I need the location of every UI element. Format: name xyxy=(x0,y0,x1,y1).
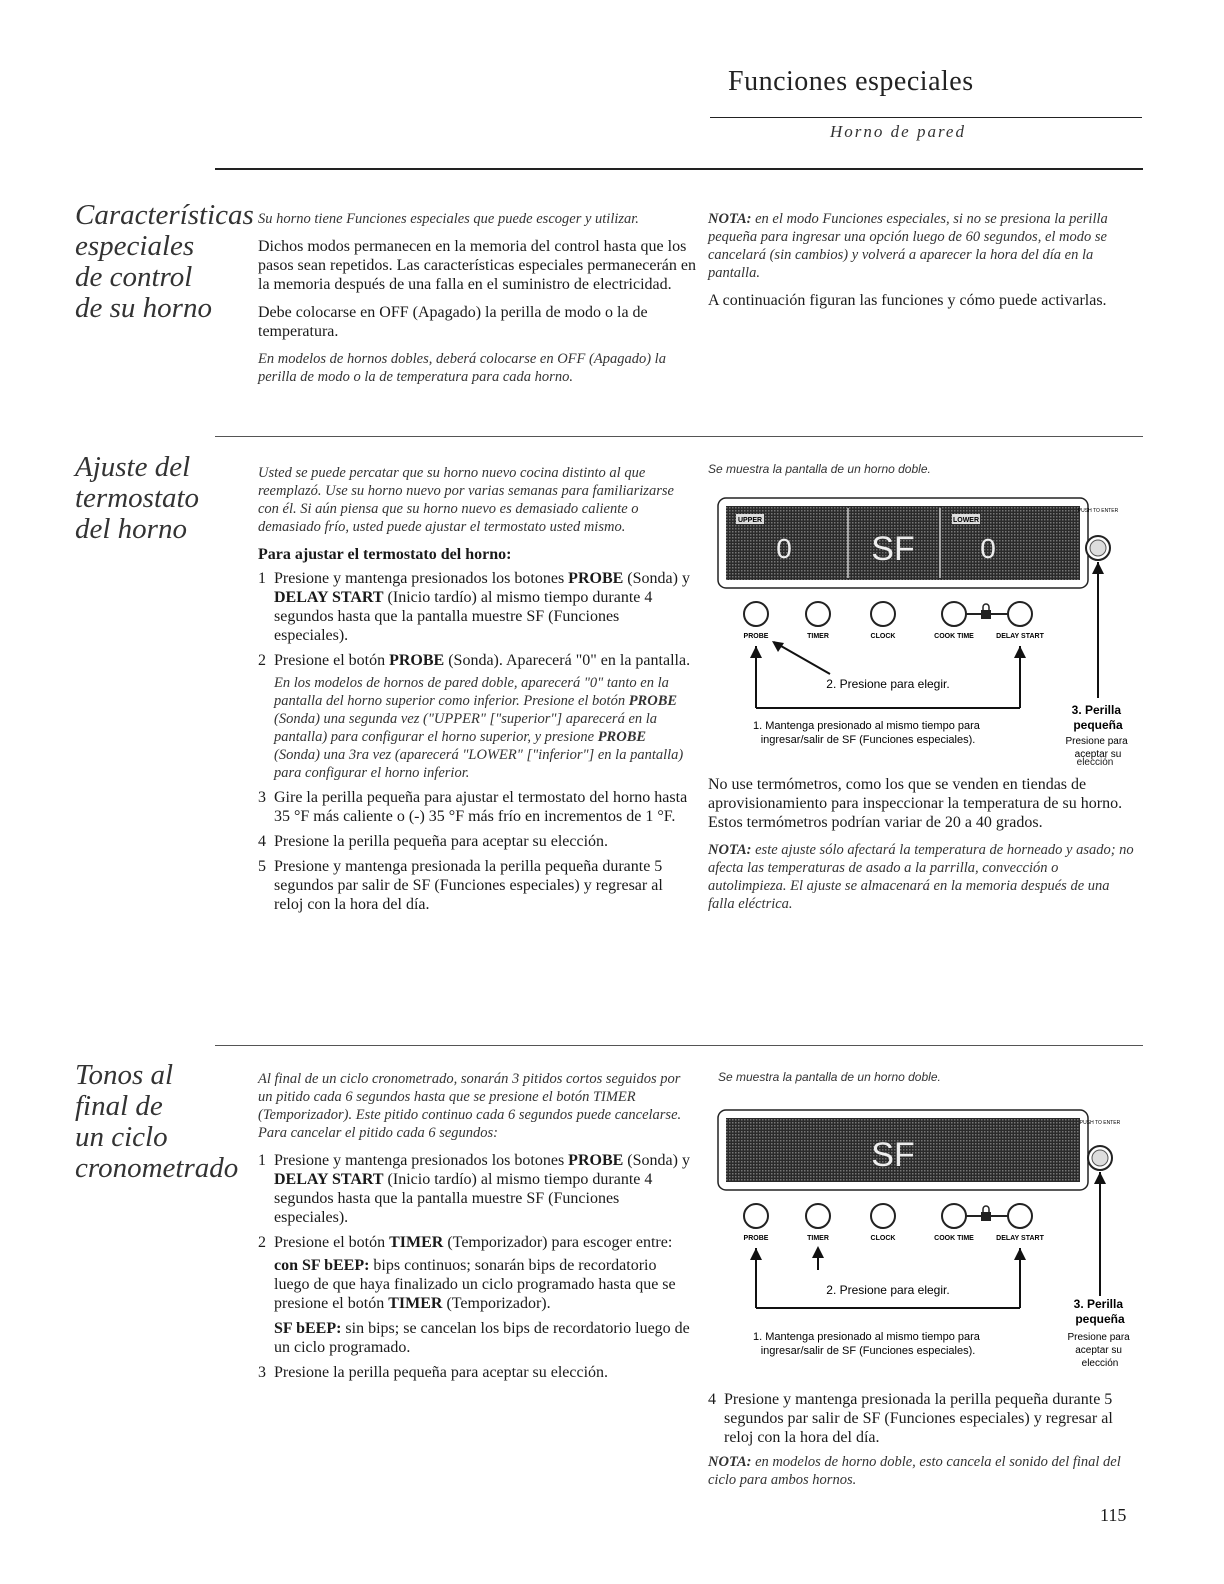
callout-2: 2. Presione para elegir. xyxy=(826,1283,950,1297)
callout-3-title: 3. Perilla pequeña xyxy=(1071,703,1123,732)
step-bold: PROBE xyxy=(389,652,445,669)
option-sf-beep xyxy=(274,1319,693,1357)
clock-label: CLOCK xyxy=(870,1235,896,1242)
paragraph: No use termómetros, como los que se venden en tiendas de aprovisionamiento para inspeccionar la temperatura de su horno. Estos termómetros podrían variar de 20 a 40 grados. xyxy=(708,776,1123,831)
delay-start-button[interactable] xyxy=(1008,1204,1032,1228)
section-title-caracteristicas xyxy=(75,200,254,324)
lower-label: LOWER xyxy=(952,517,980,524)
upper-label: UPPER xyxy=(737,517,763,524)
procedure-heading: Para ajustar el termostato del horno: xyxy=(258,546,512,563)
step-5 xyxy=(258,857,693,914)
probe-label: PROBE xyxy=(743,633,769,640)
step-4 xyxy=(708,1390,1128,1447)
step-number: 1 xyxy=(258,570,266,587)
title-line: termostato xyxy=(75,482,200,514)
cook-time-button[interactable] xyxy=(942,1204,966,1228)
push-label: PUSH TO ENTER xyxy=(1079,1120,1121,1126)
callout-3-elec: elección xyxy=(1076,757,1114,768)
control-panel-diagram-double xyxy=(708,486,1140,768)
page-subtitle: Horno de pared xyxy=(830,122,966,141)
step-3 xyxy=(258,1363,693,1382)
title-line: Ajuste del xyxy=(75,451,191,483)
step-number: 3 xyxy=(258,789,266,806)
cook-time-label: COOK TIME xyxy=(934,633,974,640)
probe-button[interactable] xyxy=(744,1204,768,1228)
callout-2: 2. Presione para elegir. xyxy=(826,677,950,691)
page-title: Funciones especiales xyxy=(728,66,974,97)
cook-time-button[interactable] xyxy=(942,602,966,626)
step-text: Presione y mantenga presionada la perilla pequeña durante 5 segundos par salir de SF (Funciones especiales) y regresar al reloj con la hora del día. xyxy=(274,858,663,913)
step-text: (Inicio tardío) al mismo tiempo durante 4 segundos hasta que la pantalla muestre SF (Funciones especiales). xyxy=(274,1171,653,1226)
step-text: Presione el botón xyxy=(274,1234,390,1251)
step-number: 2 xyxy=(258,1234,266,1251)
step-bold: DELAY START xyxy=(274,589,384,606)
nota-label: NOTA: xyxy=(708,211,752,227)
section-title-ajuste xyxy=(75,452,199,545)
step-2 xyxy=(258,651,693,782)
probe-label: PROBE xyxy=(743,1235,769,1242)
delay-start-button[interactable] xyxy=(1008,602,1032,626)
page-number: 115 xyxy=(1100,1505,1127,1525)
step-text: Presione la perilla pequeña para aceptar su elección. xyxy=(274,833,609,850)
callout-1: 1. Mantenga presionado al mismo tiempo para ingresar/salir de SF (Funciones especiales). xyxy=(753,720,980,746)
step-bold: TIMER xyxy=(389,1234,444,1251)
title-line: final de xyxy=(75,1090,163,1122)
step-number: 4 xyxy=(258,833,266,850)
note-text: (Sonda) una 3ra vez (aparecerá "LOWER" ["inferior"] en la pantalla) para configurar el horno inferior. xyxy=(274,747,684,781)
timer-label: TIMER xyxy=(807,633,829,640)
title-line: de su horno xyxy=(75,292,212,324)
step-number: 3 xyxy=(258,1364,266,1381)
callout-3-text: Presione para aceptar su elección xyxy=(1067,1332,1130,1369)
cook-time-label: COOK TIME xyxy=(934,1235,974,1242)
step-text: (Sonda) y xyxy=(623,1152,690,1169)
lock-icon xyxy=(981,610,991,619)
title-line: del horno xyxy=(75,513,187,545)
display-sf: SF xyxy=(871,530,915,568)
delay-start-label: DELAY START xyxy=(996,633,1044,640)
note-text: En los modelos de hornos de pared doble, aparecerá "0" tanto en la pantalla del horno superior como inferior. Presione el botón xyxy=(274,675,669,709)
display-upper-digit: 0 xyxy=(776,533,792,564)
timer-button[interactable] xyxy=(806,602,830,626)
title-line: de control xyxy=(75,261,193,293)
title-line: Tonos al xyxy=(75,1059,174,1091)
callout-3-title: 3. Perilla pequeña xyxy=(1073,1297,1125,1326)
option-con-sf-beep xyxy=(274,1256,693,1313)
title-line: un ciclo xyxy=(75,1121,168,1153)
control-panel-diagram-single xyxy=(708,1098,1140,1380)
option-text: sin bips; se cancelan los bips de recordatorio luego de un ciclo programado. xyxy=(274,1320,690,1356)
display-sf: SF xyxy=(871,1136,915,1174)
step-number: 2 xyxy=(258,652,266,669)
option-label: con SF bEEP: xyxy=(274,1257,370,1274)
step-number: 4 xyxy=(708,1391,716,1408)
step-3 xyxy=(258,788,693,826)
section-divider xyxy=(215,1045,1143,1046)
paragraph: Debe colocarse en OFF (Apagado) la perilla de modo o la de temperatura. xyxy=(258,304,648,340)
step-text: Presione el botón xyxy=(274,652,390,669)
option-text: (Temporizador). xyxy=(442,1295,551,1312)
step-text: (Sonda). Aparecerá "0" en la pantalla. xyxy=(444,652,691,669)
step-text: Gire la perilla pequeña para ajustar el termostato del horno hasta 35 °F más caliente o (-) 35 °F más frío en incrementos de 1 °F. xyxy=(274,789,688,825)
paragraph: Dichos modos permanecen en la memoria del control hasta que los pasos sean repetidos. Las características especiales permanecerán en la memoria después de una falla en el suministro de electricidad. xyxy=(258,238,696,293)
steps-list xyxy=(258,569,693,914)
step-text: Presione y mantenga presionada la perilla pequeña durante 5 segundos par salir de SF (Funciones especiales) y regresar al reloj con la hora del día. xyxy=(724,1391,1113,1446)
step-2 xyxy=(258,1233,693,1357)
step-bold: DELAY START xyxy=(274,1171,384,1188)
option-text: bips continuos; sonarán bips de recordatorio luego de que haya finalizado un ciclo programado hasta que se presione el botón xyxy=(274,1257,676,1312)
nota-label: NOTA: xyxy=(708,842,752,858)
title-line: especiales xyxy=(75,230,195,262)
push-label: PUSH TO ENTER xyxy=(1077,508,1119,514)
step-text: Presione y mantenga presionados los botones xyxy=(274,570,569,587)
step-2-note xyxy=(274,674,693,782)
note-text: (Sonda) una segunda vez ("UPPER" ["superior"] aparecerá en la pantalla) para configurar el horno superior, y presione xyxy=(274,711,658,745)
section3-right-text xyxy=(708,1390,1128,1498)
option-label: SF bEEP: xyxy=(274,1320,342,1337)
intro-text: Al final de un ciclo cronometrado, sonarán 3 pitidos cortos seguidos por un pitido cada 6 segundos hasta que se presione el botón TIMER (Temporizador). Este pitido continuo cada 6 segundos puede cancelarse. Para cancelar el pitido cada 6 segundos: xyxy=(258,1071,682,1141)
step-bold: PROBE xyxy=(568,1152,624,1169)
section3-col1 xyxy=(258,1070,693,1388)
title-line: cronometrado xyxy=(75,1152,239,1184)
header-rule xyxy=(710,117,1142,118)
step-number: 1 xyxy=(258,1152,266,1169)
step-number: 5 xyxy=(258,858,266,875)
section2-col1 xyxy=(258,464,693,920)
callout-3-text: Presione para aceptar su xyxy=(1065,736,1128,760)
section-divider xyxy=(215,436,1143,437)
step-1 xyxy=(258,569,693,645)
step-text: (Sonda) y xyxy=(623,570,690,587)
note-bold: PROBE xyxy=(597,729,647,745)
intro-text: Su horno tiene Funciones especiales que puede escoger y utilizar. xyxy=(258,211,639,227)
timer-label: TIMER xyxy=(807,1235,829,1242)
nota-text: en el modo Funciones especiales, si no se presiona la perilla pequeña para ingresar una opción luego de 60 segundos, el modo se cancelará (sin cambios) y volverá a aparecer la hora del día en la pantalla. xyxy=(708,211,1108,281)
lock-icon xyxy=(981,1212,991,1221)
section1-col1 xyxy=(258,210,698,395)
step-4 xyxy=(258,832,693,851)
step-text: Presione y mantenga presionados los botones xyxy=(274,1152,569,1169)
step-1 xyxy=(258,1151,693,1227)
nota-text: en modelos de horno doble, esto cancela el sonido del final del ciclo para ambos hornos. xyxy=(708,1454,1121,1488)
steps-list xyxy=(258,1151,693,1382)
section2-right-text xyxy=(708,775,1138,922)
paragraph-note: En modelos de hornos dobles, deberá colocarse en OFF (Apagado) la perilla de modo o la de temperatura para cada horno. xyxy=(258,351,666,385)
step-text: Presione la perilla pequeña para aceptar su elección. xyxy=(274,1364,609,1381)
note-bold: PROBE xyxy=(628,693,678,709)
callout-1: 1. Mantenga presionado al mismo tiempo para ingresar/salir de SF (Funciones especiales). xyxy=(753,1331,980,1357)
probe-button[interactable] xyxy=(744,602,768,626)
delay-start-label: DELAY START xyxy=(996,1235,1044,1242)
clock-button[interactable] xyxy=(871,1204,895,1228)
nota-label: NOTA: xyxy=(708,1454,752,1470)
diagram-caption: Se muestra la pantalla de un horno doble. xyxy=(708,462,931,476)
nota-text: este ajuste sólo afectará la temperatura de horneado y asado; no afecta las temperaturas de asado a la parrilla, convección o autolimpieza. El ajuste se almacenará en la memoria después de una falla eléctrica. xyxy=(708,842,1134,912)
timer-button[interactable] xyxy=(806,1204,830,1228)
step-bold: PROBE xyxy=(568,570,624,587)
clock-button[interactable] xyxy=(871,602,895,626)
intro-text: Usted se puede percatar que su horno nuevo cocina distinto al que reemplazó. Use su horno nuevo por varias semanas para familiarizarse con él. Si aún piensa que su horno nuevo es demasiado caliente o demasiado frío, usted puede ajustar el termostato usted mismo. xyxy=(258,465,674,535)
clock-label: CLOCK xyxy=(870,633,896,640)
display-lower-digit: 0 xyxy=(980,533,996,564)
section1-col2 xyxy=(708,210,1113,319)
title-line: Características xyxy=(75,199,254,231)
diagram-caption: Se muestra la pantalla de un horno doble. xyxy=(718,1070,941,1084)
steps-list xyxy=(708,1390,1128,1447)
paragraph: A continuación figuran las funciones y cómo puede activarlas. xyxy=(708,292,1107,309)
step-text: (Inicio tardío) al mismo tiempo durante 4 segundos hasta que la pantalla muestre SF (Funciones especiales). xyxy=(274,589,653,644)
section-divider xyxy=(215,168,1143,170)
step-text: (Temporizador) para escoger entre: xyxy=(443,1234,673,1251)
option-bold: TIMER xyxy=(388,1295,443,1312)
section-title-tonos xyxy=(75,1060,238,1184)
